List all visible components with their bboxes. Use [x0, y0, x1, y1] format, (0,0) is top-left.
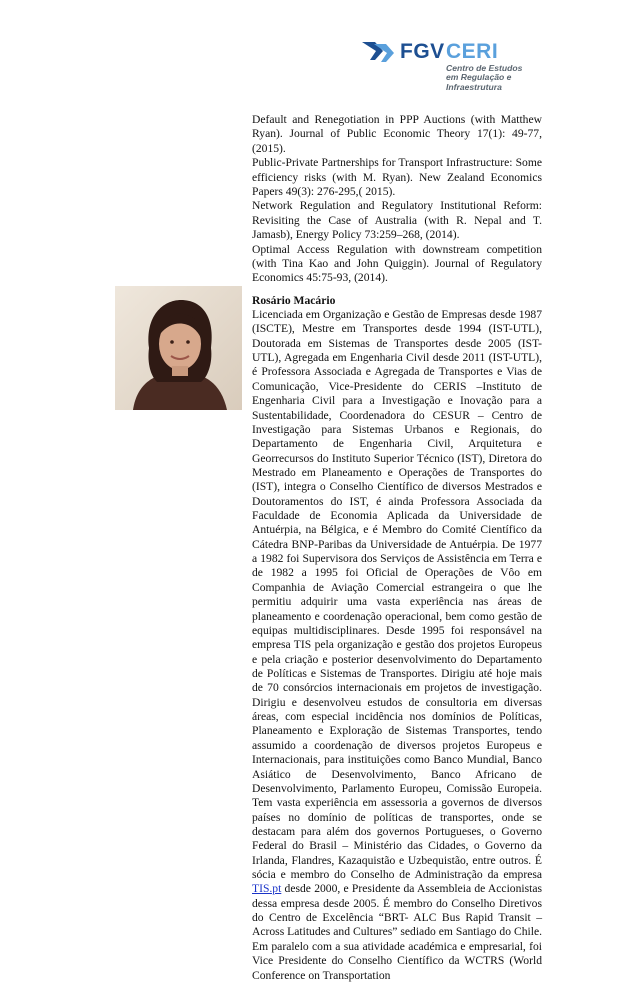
bio-name: Rosário Macário — [252, 294, 336, 307]
logo-fgv-text: FGV — [400, 40, 445, 63]
logo-subtitle-line: Centro de Estudos — [446, 63, 523, 73]
bio-text-part: desde 2000, e Presidente da Assembleia de Accionistas dessa empresa desde 2005. É membro do Conselho Diretivos do Centro de Excelência “BRT- ALC Bus Rapid Transit – Across Latitudes and Cultures” sediado em Santiago do Chile. Em paralelo com a sua atividade académica e empresarial, foi Vice Presidente do Conselho Científico da WCTRS (World Conference on Transportation — [252, 882, 542, 982]
publication-entry: Public-Private Partnerships for Transport Infrastructure: Some efficiency risks (with M. Ryan). New Zealand Economics Papers 49(3): 276-295,( 2015). — [252, 156, 542, 199]
bio-paragraph — [252, 308, 542, 983]
logo-subtitle — [446, 64, 522, 92]
logo-subtitle-line: em Regulação e — [446, 72, 512, 83]
logo-subtitle-line: Infraestrutura — [446, 81, 502, 92]
bio-photo — [115, 286, 242, 410]
publication-list — [252, 113, 542, 286]
bio-text-part: Licenciada em Organização e Gestão de Empresas desde 1987 (ISCTE), Mestre em Transportes desde 1994 (IST-UTL), Doutorada em Sistemas de Transportes desde 2005 (IST-UTL), Agregada em Engenharia Civil desde 2011 (IST-UTL), é Professora Associada e Agregada de Transportes e Vias de Comunicação, Vice-Presidente do CERIS –Instituto de Engenharia Civil para a Investigação e Inovação para a Sustentabilidade, Coordenadora do CESUR – Centro de Investigação para Sistemas Urbanos e Regionais, do Departamento de Engenharia Civil, Arquitetura e Georrecursos do Instituto Superior Técnico (IST), Diretora do Mestrado em Planeamento e Operações de Transportes do (IST), integra o Conselho Científico de diversos Mestrados e Doutoramentos do IST, é ainda Professora Associada da Faculdade de Economia Aplicada da Universidade de Antuérpia, na Bélgica, e é Membro do Comité Científico da Cátedra BNP-Paribas da Universidade de Antuérpia. De 1977 a 1982 foi Supervisora dos Serviços de Assistência em Terra e de 1982 a 1995 foi Oficial de Operações de Vôo em Companhia de Aviação Comercial estrangeira o que lhe permitiu adquirir uma vasta experiência nas áreas de planeamento e coordenação operacional, bem como gestão de equipas multidisciplinares. Desde 1995 foi responsável na empresa TIS pela organização e gestão dos projetos Europeus e pela criação e posterior desenvolvimento do Departamento de Políticas e Sistemas de Transportes. Dirigiu até hoje mais de 70 consórcios internacionais em projetos de investigação. Dirigiu e desenvolveu estudos de consultoria em diversas áreas, com especial incidência nos domínios de Políticas, Planeamento e Exploração de Sistemas Transportes, tendo assumido a coordenação de diversos projetos Europeus e Internacionais, para instituições como Banco Mundial, Banco Asiático de Desenvolvimento, Banco Africano de Desenvolvimento, Parlamento Europeu, Comissão Europeia. Tem vasta experiência em assessoria a governos de diversos países no domínio de políticas de transportes, onde se destacam para além dos governos Portugueses, o Governo Federal do Brasil – Ministério das Cidades, o Governo da Irlanda, Flandres, Kazaquistão e Uzbequistão, entre outros. É sócia e membro do Conselho de Administração da empresa — [252, 308, 542, 882]
logo-ceri-text: CERI — [446, 40, 499, 63]
tis-link[interactable]: TIS.pt — [252, 882, 282, 896]
publication-entry: Optimal Access Regulation with downstream competition (with Tina Kao and John Quiggin). Journal of Regulatory Economics 45:75-93, (2014). — [252, 242, 542, 285]
publication-entry: Default and Renegotiation in PPP Auctions (with Matthew Ryan). Journal of Public Economic Theory 17(1): 49-77, (2015). — [252, 113, 542, 155]
portrait-image — [115, 286, 242, 410]
fgv-ceri-logo — [362, 38, 552, 92]
publication-entry: Network Regulation and Regulatory Institutional Reform: Revisiting the Case of Australia (with R. Nepal and T. Jamasb), Energy Policy 73:259–268, (2014). — [252, 199, 542, 242]
fgv-logo-mark-icon — [362, 42, 396, 64]
